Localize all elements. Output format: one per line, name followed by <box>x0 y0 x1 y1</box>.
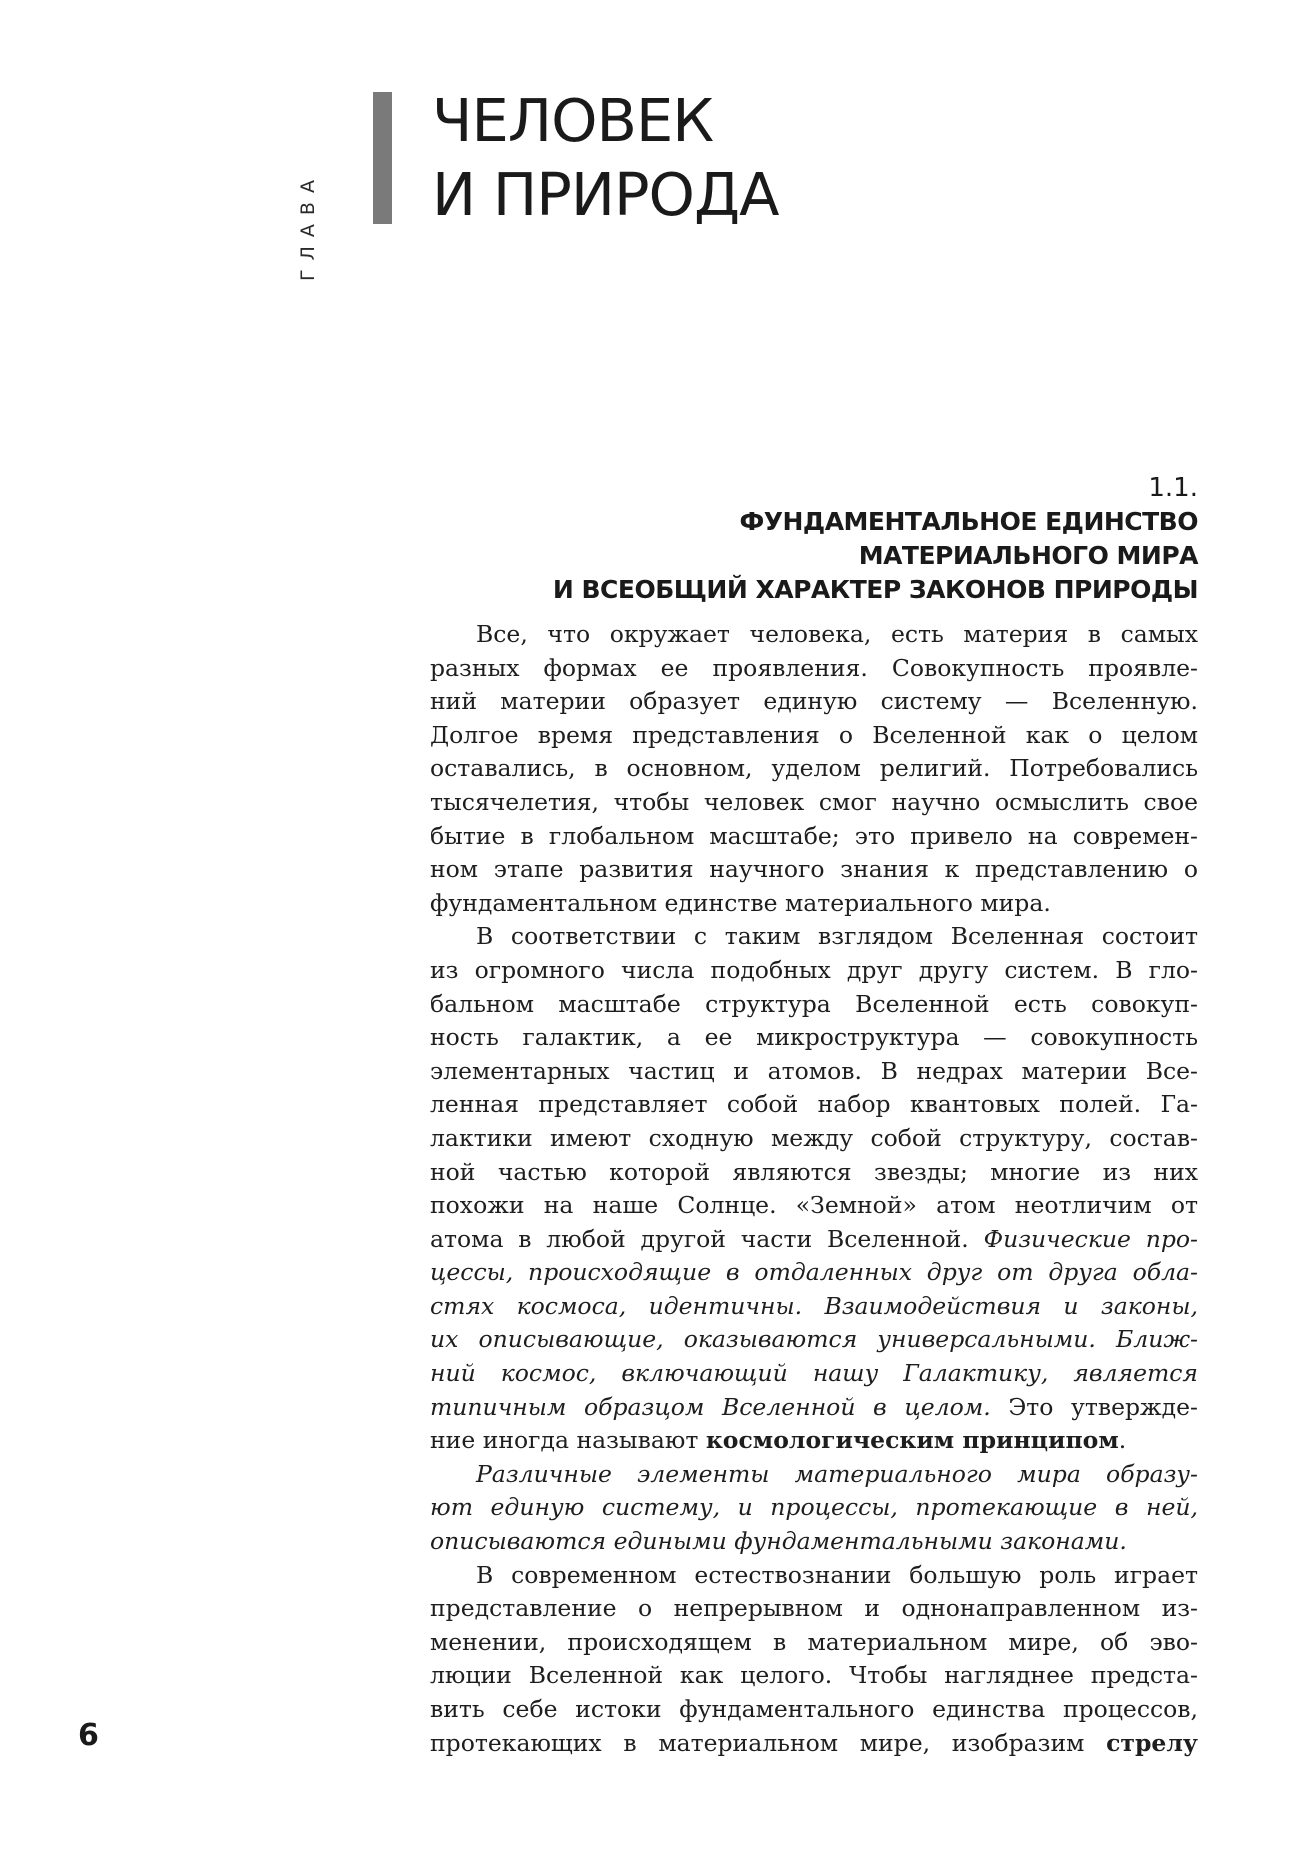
italic-line: стях космоса, идентичны. Взаимодействия и законы, <box>430 1291 1198 1320</box>
italic-line: их описывающие, оказываются универсальными. Ближ- <box>430 1325 1198 1354</box>
text-run: Это утвержде- <box>1008 1392 1198 1421</box>
text-line <box>430 1424 1198 1458</box>
text-line: Все, что окружает человека, есть материя в самых <box>476 620 1198 648</box>
text-line: Долгое время представления о Вселенной как о целом <box>430 720 1198 749</box>
text-run: протекающих в материальном мире, изобразим <box>430 1728 1085 1757</box>
section-title-line-1: ФУНДАМЕНТАЛЬНОЕ ЕДИНСТВО <box>739 507 1198 536</box>
section-number: 1.1. <box>1148 473 1198 503</box>
body-text <box>430 618 1198 1760</box>
key-term: стрелу <box>1106 1728 1198 1757</box>
italic-line: ний космос, включающий нашу Галактику, является <box>430 1359 1198 1388</box>
text-line <box>430 1223 1198 1257</box>
text-line: В современном естествознании большую роль играет <box>476 1560 1198 1589</box>
text-line <box>430 1391 1198 1425</box>
text-line: разных формах ее проявления. Совокупность проявле- <box>430 653 1198 682</box>
chapter-label: ГЛАВА <box>297 171 319 281</box>
italic-line: ют единую систему, и процессы, протекающие в ней, <box>430 1493 1198 1522</box>
text-line: похожи на наше Солнце. «Земной» атом неотличим от <box>430 1191 1198 1220</box>
text-line: ний материи образует единую систему — Вселенную. <box>430 687 1198 716</box>
text-line <box>430 1727 1198 1761</box>
text-line: ной частью которой являются звезды; многие из них <box>430 1157 1198 1186</box>
italic-line: Различные элементы материального мира образу- <box>476 1459 1198 1488</box>
italic-line: описываются едиными фундаментальными законами. <box>430 1527 1127 1556</box>
chapter-title <box>432 84 778 232</box>
text-line: вить себе истоки фундаментального единства процессов, <box>430 1695 1198 1723</box>
section-title-line-2: МАТЕРИАЛЬНОГО МИРА <box>858 541 1198 570</box>
text-line: бальном масштабе структура Вселенной есть совокуп- <box>430 989 1198 1018</box>
italic-run: типичным образцом Вселенной в целом. <box>430 1392 991 1421</box>
text-line: ном этапе развития научного знания к представлению о <box>430 855 1198 884</box>
text-line: менении, происходящем в материальном мире, об эво- <box>430 1627 1198 1656</box>
text-run: атома в любой другой части Вселенной. <box>430 1224 969 1253</box>
text-line: представление о непрерывном и однонаправленном из- <box>430 1594 1198 1623</box>
text-line: из огромного числа подобных друг другу систем. В гло- <box>430 955 1198 984</box>
text-line: ность галактик, а ее микроструктура — совокупность <box>430 1023 1198 1052</box>
italic-line: цессы, происходящие в отдаленных друг от друга обла- <box>430 1258 1198 1287</box>
section-title-line-3: И ВСЕОБЩИЙ ХАРАКТЕР ЗАКОНОВ ПРИРОДЫ <box>552 575 1198 604</box>
text-run: . <box>1118 1426 1127 1455</box>
text-line: лактики имеют сходную между собой структуру, состав- <box>430 1123 1198 1152</box>
text-line: фундаментальном единстве материального мира. <box>430 888 1051 917</box>
text-run: ние иногда называют <box>430 1426 699 1455</box>
key-term: космологическим принципом <box>705 1426 1119 1455</box>
text-line: элементарных частиц и атомов. В недрах материи Все- <box>430 1056 1198 1085</box>
section-heading <box>553 472 1198 607</box>
text-line: В соответствии с таким взглядом Вселенная состоит <box>476 922 1198 951</box>
chapter-bar <box>373 92 392 224</box>
text-line: ленная представляет собой набор квантовых полей. Га- <box>430 1090 1198 1119</box>
text-line: тысячелетия, чтобы человек смог научно осмыслить свое <box>430 787 1198 816</box>
italic-run: Физические про- <box>983 1224 1199 1253</box>
text-line: бытие в глобальном масштабе; это привело на современ- <box>430 821 1198 850</box>
chapter-title-line-2: И ПРИРОДА <box>432 160 779 229</box>
text-line: люции Вселенной как целого. Чтобы нагляднее предста- <box>430 1661 1198 1690</box>
chapter-title-line-1: ЧЕЛОВЕК <box>432 86 714 155</box>
page-number: 6 <box>78 1718 99 1753</box>
text-line: оставались, в основном, уделом религий. Потребовались <box>430 754 1198 783</box>
